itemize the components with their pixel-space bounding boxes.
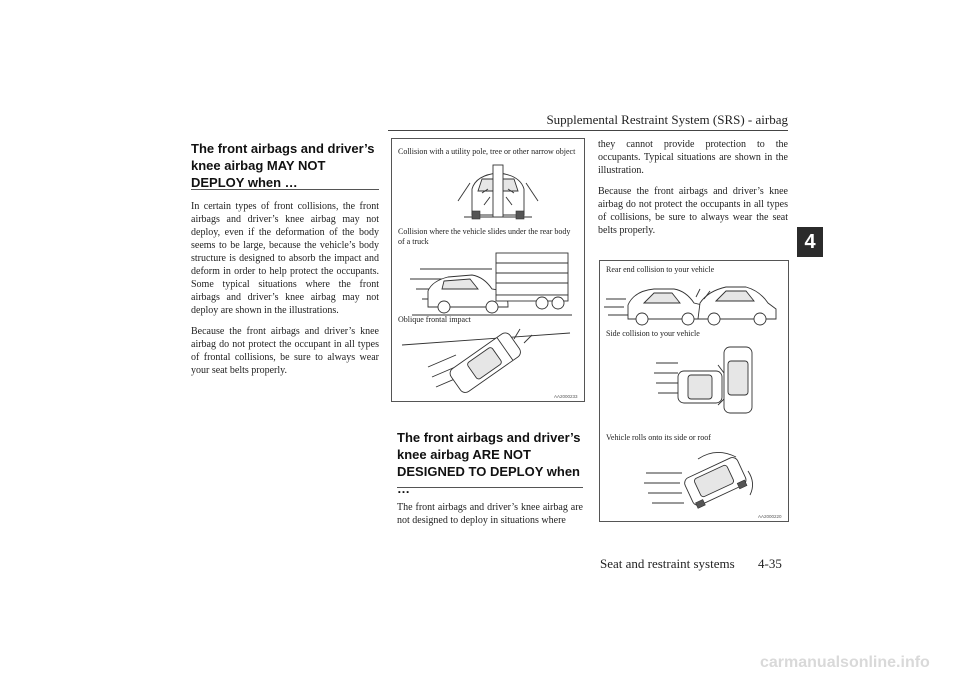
col1-paragraph-1: In certain types of front collisions, the front airbags and driver’s knee airbag may not deploy, even if the deformation of the body seems to be large, because the vehicle’s body structure is designed to absorb the impact and deform in order to help protect the occupants. Some typical situations where the front airbags and driver’s knee airbag may not deploy are shown in the illustrations.	[191, 201, 379, 316]
caption-side-collision: Side collision to your vehicle	[606, 329, 700, 338]
section-heading-may-not-deploy: The front airbags and driver’s knee airbag MAY NOT DEPLOY when …	[191, 141, 375, 190]
chapter-tab: 4	[797, 227, 823, 257]
figure-id: AA2000233	[554, 394, 578, 399]
caption-pole-collision: Collision with a utility pole, tree or other narrow object	[398, 147, 576, 156]
caption-rear-end-collision: Rear end collision to your vehicle	[606, 265, 715, 274]
collision-illustration	[392, 139, 584, 401]
figure-id: AA2000220	[758, 514, 782, 519]
rollover-drawing	[644, 452, 753, 509]
side-collision-drawing	[654, 347, 752, 413]
caption-oblique-impact: Oblique frontal impact	[398, 315, 471, 324]
section-heading-not-designed: The front airbags and driver’s knee airbag ARE NOT DESIGNED TO DEPLOY when …	[397, 430, 581, 496]
col3-paragraph-1: they cannot provide protection to the occupants. Typical situations are shown in the illustration.	[598, 139, 788, 176]
watermark-text: carmanualsonline.info	[760, 654, 930, 671]
figure-not-designed-illustrations	[599, 260, 789, 522]
truck-underride-drawing	[410, 253, 572, 315]
oblique-impact-drawing	[402, 329, 570, 395]
heading-rule	[191, 189, 379, 190]
rear-end-collision-drawing	[604, 287, 776, 325]
pole-collision-drawing	[458, 165, 538, 219]
col1-body	[191, 200, 379, 385]
col3-body	[598, 138, 788, 245]
footer-section-name: Seat and restraint systems	[600, 556, 735, 571]
col1-paragraph-2: Because the front airbags and driver’s knee airbag do not protect the occupant in all types of frontal collisions, be sure to always wear your seat belts properly.	[191, 326, 379, 376]
running-header: Supplemental Restraint System (SRS) - airbag	[546, 112, 788, 127]
collision-illustration	[600, 261, 788, 521]
header-rule	[388, 130, 788, 131]
col3-paragraph-2: Because the front airbags and driver’s knee airbag do not protect the occupants in all types of collisions, be sure to always wear the seat belts properly.	[598, 186, 788, 236]
footer-page-number: 4-35	[758, 556, 782, 571]
col2-paragraph-1: The front airbags and driver’s knee airbag are not designed to deploy in situations where	[397, 502, 583, 526]
heading-rule	[397, 487, 583, 488]
figure-not-deploy-illustrations	[391, 138, 585, 402]
caption-truck-underride: Collision where the vehicle slides under the rear body of a truck	[398, 227, 571, 246]
col2-body	[397, 501, 583, 535]
caption-rollover: Vehicle rolls onto its side or roof	[606, 433, 711, 442]
